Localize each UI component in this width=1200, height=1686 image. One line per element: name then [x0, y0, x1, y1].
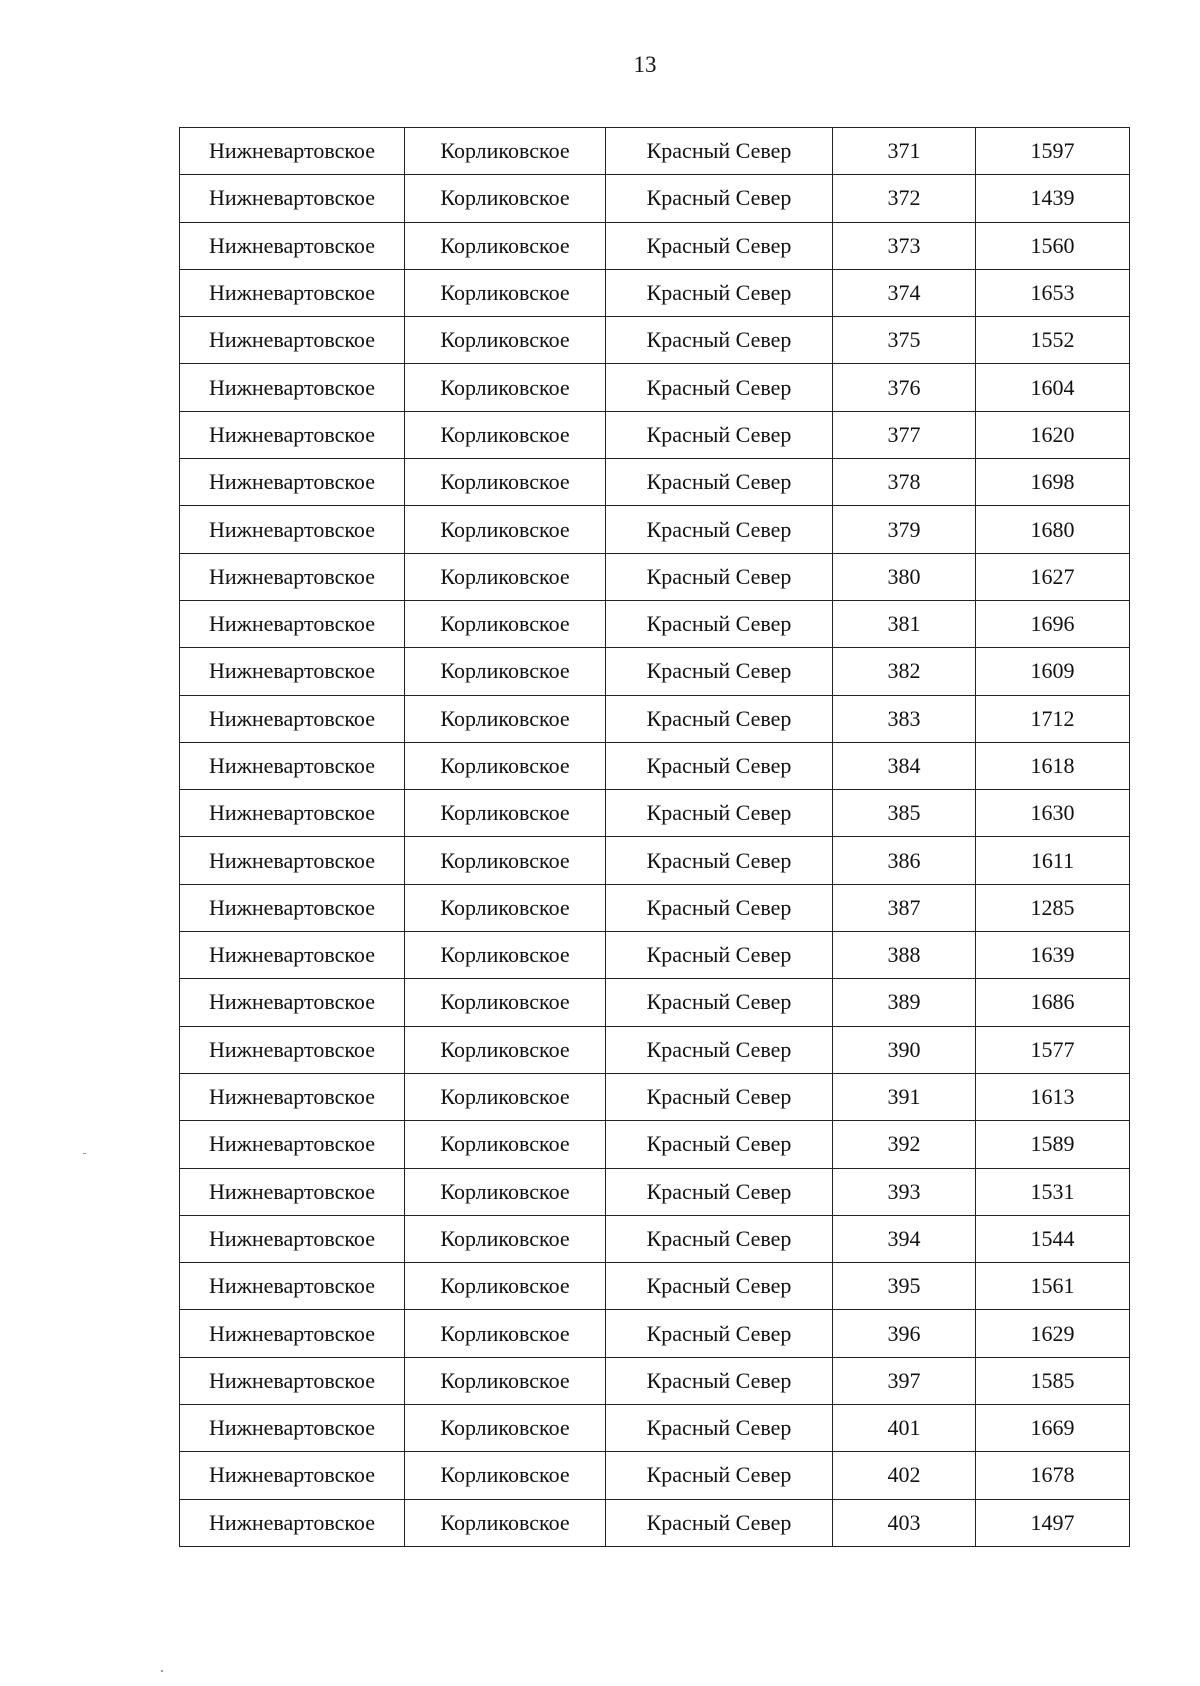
- district-cell: Нижневартовское: [180, 1263, 405, 1310]
- forestry-cell: Корликовское: [405, 175, 606, 222]
- tract-cell: Красный Север: [606, 128, 833, 175]
- forestry-cell: Корликовское: [405, 1263, 606, 1310]
- table-row: [180, 1405, 1130, 1452]
- district-cell: Нижневартовское: [180, 506, 405, 553]
- table-row: [180, 790, 1130, 837]
- district-cell: Нижневартовское: [180, 411, 405, 458]
- district-cell: Нижневартовское: [180, 222, 405, 269]
- table-row: [180, 269, 1130, 316]
- tract-cell: Красный Север: [606, 648, 833, 695]
- forestry-cell: Корликовское: [405, 837, 606, 884]
- forestry-cell: Корликовское: [405, 648, 606, 695]
- forestry-cell: Корликовское: [405, 979, 606, 1026]
- area-cell: 1544: [976, 1215, 1130, 1262]
- tract-cell: Красный Север: [606, 742, 833, 789]
- table-row: [180, 1263, 1130, 1310]
- area-cell: 1497: [976, 1499, 1130, 1546]
- quarter-number-cell: 401: [833, 1405, 976, 1452]
- area-cell: 1620: [976, 411, 1130, 458]
- forest-quarters-table-container: [179, 127, 1130, 1547]
- area-cell: 1712: [976, 695, 1130, 742]
- area-cell: 1653: [976, 269, 1130, 316]
- district-cell: Нижневартовское: [180, 459, 405, 506]
- district-cell: Нижневартовское: [180, 1026, 405, 1073]
- forestry-cell: Корликовское: [405, 269, 606, 316]
- district-cell: Нижневартовское: [180, 1357, 405, 1404]
- district-cell: Нижневартовское: [180, 884, 405, 931]
- tract-cell: Красный Север: [606, 175, 833, 222]
- table-row: [180, 600, 1130, 647]
- area-cell: 1597: [976, 128, 1130, 175]
- tract-cell: Красный Север: [606, 1405, 833, 1452]
- quarter-number-cell: 396: [833, 1310, 976, 1357]
- area-cell: 1686: [976, 979, 1130, 1026]
- quarter-number-cell: 395: [833, 1263, 976, 1310]
- tract-cell: Красный Север: [606, 1026, 833, 1073]
- table-row: [180, 553, 1130, 600]
- district-cell: Нижневартовское: [180, 317, 405, 364]
- district-cell: Нижневартовское: [180, 695, 405, 742]
- area-cell: 1669: [976, 1405, 1130, 1452]
- district-cell: Нижневартовское: [180, 269, 405, 316]
- quarter-number-cell: 373: [833, 222, 976, 269]
- quarter-number-cell: 371: [833, 128, 976, 175]
- area-cell: 1604: [976, 364, 1130, 411]
- page-number: 13: [633, 52, 657, 77]
- forestry-cell: Корликовское: [405, 695, 606, 742]
- forestry-cell: Корликовское: [405, 411, 606, 458]
- table-row: [180, 175, 1130, 222]
- area-cell: 1439: [976, 175, 1130, 222]
- area-cell: 1531: [976, 1168, 1130, 1215]
- area-cell: 1560: [976, 222, 1130, 269]
- quarter-number-cell: 388: [833, 932, 976, 979]
- quarter-number-cell: 394: [833, 1215, 976, 1262]
- table-row: [180, 837, 1130, 884]
- tract-cell: Красный Север: [606, 1310, 833, 1357]
- table-row: [180, 459, 1130, 506]
- tract-cell: Красный Север: [606, 411, 833, 458]
- quarter-number-cell: 381: [833, 600, 976, 647]
- forestry-cell: Корликовское: [405, 884, 606, 931]
- quarter-number-cell: 374: [833, 269, 976, 316]
- area-cell: 1639: [976, 932, 1130, 979]
- district-cell: Нижневартовское: [180, 600, 405, 647]
- tract-cell: Красный Север: [606, 600, 833, 647]
- district-cell: Нижневартовское: [180, 979, 405, 1026]
- quarter-number-cell: 375: [833, 317, 976, 364]
- table-row: [180, 1357, 1130, 1404]
- district-cell: Нижневартовское: [180, 790, 405, 837]
- area-cell: 1698: [976, 459, 1130, 506]
- tract-cell: Красный Север: [606, 506, 833, 553]
- quarter-number-cell: 376: [833, 364, 976, 411]
- quarter-number-cell: 391: [833, 1073, 976, 1120]
- area-cell: 1618: [976, 742, 1130, 789]
- table-row: [180, 742, 1130, 789]
- table-row: [180, 1452, 1130, 1499]
- tract-cell: Красный Север: [606, 1499, 833, 1546]
- forestry-cell: Корликовское: [405, 1310, 606, 1357]
- quarter-number-cell: 377: [833, 411, 976, 458]
- forestry-cell: Корликовское: [405, 790, 606, 837]
- forestry-cell: Корликовское: [405, 553, 606, 600]
- table-row: [180, 884, 1130, 931]
- area-cell: 1577: [976, 1026, 1130, 1073]
- forestry-cell: Корликовское: [405, 1026, 606, 1073]
- scan-speck: [161, 1670, 163, 1672]
- tract-cell: Красный Север: [606, 1121, 833, 1168]
- table-row: [180, 222, 1130, 269]
- forestry-cell: Корликовское: [405, 364, 606, 411]
- area-cell: 1611: [976, 837, 1130, 884]
- quarter-number-cell: 397: [833, 1357, 976, 1404]
- table-row: [180, 932, 1130, 979]
- tract-cell: Красный Север: [606, 884, 833, 931]
- table-body: [180, 128, 1130, 1547]
- quarter-number-cell: 385: [833, 790, 976, 837]
- tract-cell: Красный Север: [606, 837, 833, 884]
- forest-quarters-table: [179, 127, 1130, 1547]
- tract-cell: Красный Север: [606, 932, 833, 979]
- tract-cell: Красный Север: [606, 459, 833, 506]
- tract-cell: Красный Север: [606, 1215, 833, 1262]
- table-row: [180, 1215, 1130, 1262]
- table-row: [180, 1499, 1130, 1546]
- forestry-cell: Корликовское: [405, 1357, 606, 1404]
- district-cell: Нижневартовское: [180, 648, 405, 695]
- district-cell: Нижневартовское: [180, 128, 405, 175]
- district-cell: Нижневартовское: [180, 1452, 405, 1499]
- district-cell: Нижневартовское: [180, 1073, 405, 1120]
- forestry-cell: Корликовское: [405, 459, 606, 506]
- table-row: [180, 648, 1130, 695]
- district-cell: Нижневартовское: [180, 1310, 405, 1357]
- quarter-number-cell: 403: [833, 1499, 976, 1546]
- area-cell: 1696: [976, 600, 1130, 647]
- table-row: [180, 1073, 1130, 1120]
- table-row: [180, 506, 1130, 553]
- forestry-cell: Корликовское: [405, 317, 606, 364]
- tract-cell: Красный Север: [606, 1263, 833, 1310]
- quarter-number-cell: 379: [833, 506, 976, 553]
- table-row: [180, 1026, 1130, 1073]
- area-cell: 1585: [976, 1357, 1130, 1404]
- area-cell: 1285: [976, 884, 1130, 931]
- tract-cell: Красный Север: [606, 1357, 833, 1404]
- scan-speck: [83, 1153, 86, 1154]
- forestry-cell: Корликовское: [405, 1073, 606, 1120]
- district-cell: Нижневартовское: [180, 1168, 405, 1215]
- forestry-cell: Корликовское: [405, 1452, 606, 1499]
- tract-cell: Красный Север: [606, 553, 833, 600]
- district-cell: Нижневартовское: [180, 364, 405, 411]
- tract-cell: Красный Север: [606, 269, 833, 316]
- forestry-cell: Корликовское: [405, 1168, 606, 1215]
- table-row: [180, 411, 1130, 458]
- table-row: [180, 1168, 1130, 1215]
- forestry-cell: Корликовское: [405, 742, 606, 789]
- forestry-cell: Корликовское: [405, 506, 606, 553]
- table-row: [180, 979, 1130, 1026]
- tract-cell: Красный Север: [606, 1073, 833, 1120]
- district-cell: Нижневартовское: [180, 837, 405, 884]
- area-cell: 1589: [976, 1121, 1130, 1168]
- forestry-cell: Корликовское: [405, 1215, 606, 1262]
- quarter-number-cell: 387: [833, 884, 976, 931]
- district-cell: Нижневартовское: [180, 553, 405, 600]
- forestry-cell: Корликовское: [405, 932, 606, 979]
- quarter-number-cell: 386: [833, 837, 976, 884]
- quarter-number-cell: 393: [833, 1168, 976, 1215]
- tract-cell: Красный Север: [606, 695, 833, 742]
- table-row: [180, 364, 1130, 411]
- forestry-cell: Корликовское: [405, 1499, 606, 1546]
- area-cell: 1613: [976, 1073, 1130, 1120]
- table-row: [180, 317, 1130, 364]
- district-cell: Нижневартовское: [180, 175, 405, 222]
- table-row: [180, 1310, 1130, 1357]
- forestry-cell: Корликовское: [405, 1121, 606, 1168]
- forestry-cell: Корликовское: [405, 600, 606, 647]
- table-row: [180, 128, 1130, 175]
- tract-cell: Красный Север: [606, 364, 833, 411]
- quarter-number-cell: 382: [833, 648, 976, 695]
- area-cell: 1552: [976, 317, 1130, 364]
- district-cell: Нижневартовское: [180, 932, 405, 979]
- tract-cell: Красный Север: [606, 1452, 833, 1499]
- district-cell: Нижневартовское: [180, 1405, 405, 1452]
- district-cell: Нижневартовское: [180, 1121, 405, 1168]
- tract-cell: Красный Север: [606, 1168, 833, 1215]
- table-row: [180, 695, 1130, 742]
- quarter-number-cell: 384: [833, 742, 976, 789]
- district-cell: Нижневартовское: [180, 1499, 405, 1546]
- district-cell: Нижневартовское: [180, 1215, 405, 1262]
- district-cell: Нижневартовское: [180, 742, 405, 789]
- tract-cell: Красный Север: [606, 790, 833, 837]
- area-cell: 1678: [976, 1452, 1130, 1499]
- forestry-cell: Корликовское: [405, 222, 606, 269]
- quarter-number-cell: 389: [833, 979, 976, 1026]
- quarter-number-cell: 380: [833, 553, 976, 600]
- tract-cell: Красный Север: [606, 317, 833, 364]
- area-cell: 1561: [976, 1263, 1130, 1310]
- quarter-number-cell: 392: [833, 1121, 976, 1168]
- area-cell: 1630: [976, 790, 1130, 837]
- area-cell: 1629: [976, 1310, 1130, 1357]
- tract-cell: Красный Север: [606, 979, 833, 1026]
- table-row: [180, 1121, 1130, 1168]
- quarter-number-cell: 390: [833, 1026, 976, 1073]
- area-cell: 1627: [976, 553, 1130, 600]
- quarter-number-cell: 378: [833, 459, 976, 506]
- forestry-cell: Корликовское: [405, 1405, 606, 1452]
- quarter-number-cell: 372: [833, 175, 976, 222]
- forestry-cell: Корликовское: [405, 128, 606, 175]
- quarter-number-cell: 402: [833, 1452, 976, 1499]
- tract-cell: Красный Север: [606, 222, 833, 269]
- quarter-number-cell: 383: [833, 695, 976, 742]
- area-cell: 1609: [976, 648, 1130, 695]
- area-cell: 1680: [976, 506, 1130, 553]
